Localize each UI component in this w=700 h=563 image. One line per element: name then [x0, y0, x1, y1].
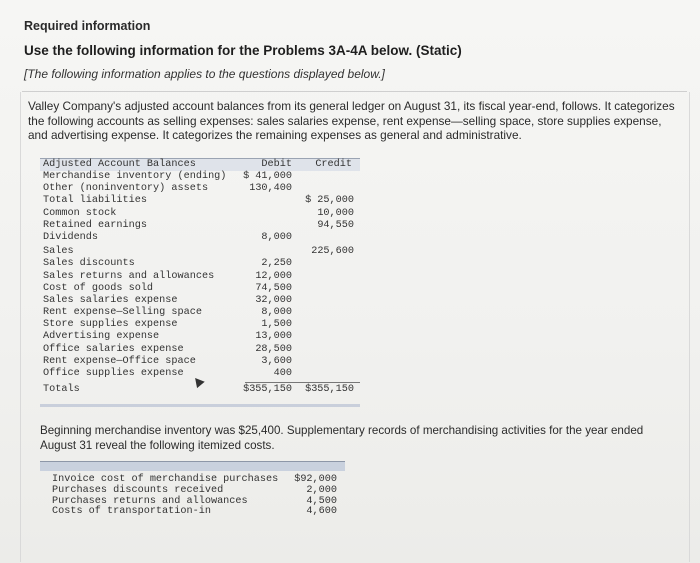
account-name: Sales returns and allowances	[43, 270, 215, 282]
credit-value: $ 25,000	[305, 195, 354, 207]
cost-value: 4,500	[306, 495, 337, 507]
costs-header-bar	[40, 461, 345, 471]
account-name: Office salaries expense	[43, 343, 184, 355]
cost-row	[40, 474, 345, 485]
cost-value: 4,600	[306, 506, 337, 518]
account-name: Total liabilities	[43, 195, 147, 207]
table-row	[40, 232, 360, 244]
table-row	[40, 195, 360, 207]
debit-value: 13,000	[255, 331, 292, 343]
intro-paragraph: Valley Company's adjusted account balances from its general ledger on August 31, its fiscal year-end, follows. It categorizes the following accounts as selling expenses: sales salaries expense, rent expense—selling space, store supplies expense, and advertising expense. It categorizes the remaining expenses as general and administrative.	[28, 99, 675, 142]
debit-value: 12,000	[255, 270, 292, 282]
table-row	[40, 183, 360, 195]
account-name: Store supplies expense	[43, 319, 178, 331]
totals-row	[40, 384, 360, 398]
account-name: Rent expense—Selling space	[43, 307, 202, 319]
cost-row	[40, 496, 345, 507]
account-name: Office supplies expense	[43, 368, 184, 379]
account-name: Advertising expense	[43, 331, 160, 343]
account-name: Merchandise inventory (ending)	[43, 171, 227, 182]
debit-value: 1,500	[261, 319, 292, 331]
debit-value: 2,250	[261, 258, 292, 270]
header-credit: Credit	[315, 159, 352, 170]
table-row	[40, 307, 360, 319]
supplementary-paragraph: Beginning merchandise inventory was $25,400. Supplementary records of merchandising activities for the year ended August 31 reveal the following itemized costs.	[40, 424, 644, 452]
applies-note: [The following information applies to the questions displayed below.]	[24, 67, 385, 81]
totals-label: Totals	[43, 384, 80, 396]
cost-label: Purchases returns and allowances	[52, 495, 248, 507]
costs-body	[40, 474, 345, 517]
totals-credit: $355,150	[305, 384, 354, 396]
credit-value: 94,550	[317, 219, 354, 231]
account-name: Retained earnings	[43, 219, 147, 231]
account-name: Cost of goods sold	[43, 282, 154, 294]
debit-value: 8,000	[261, 231, 292, 243]
cost-row	[40, 485, 345, 496]
header-account: Adjusted Account Balances	[43, 159, 196, 170]
cost-label: Invoice cost of merchandise purchases	[52, 474, 279, 485]
cost-value: $92,000	[294, 474, 337, 485]
header-debit: Debit	[261, 159, 292, 170]
table-row	[40, 331, 360, 343]
table-row	[40, 258, 360, 270]
table-row	[40, 319, 360, 331]
account-name: Dividends	[43, 231, 99, 243]
cost-row	[40, 506, 345, 517]
table-body	[40, 171, 360, 380]
cost-label: Purchases discounts received	[52, 484, 224, 496]
account-name: Other (noninventory) assets	[43, 183, 209, 195]
table-row	[40, 295, 360, 307]
debit-value: 32,000	[255, 294, 292, 306]
table-footer-bar	[40, 404, 360, 407]
credit-value: 10,000	[317, 207, 354, 219]
itemized-costs-table	[40, 461, 345, 517]
debit-value: 8,000	[261, 307, 292, 319]
account-name: Rent expense—Office space	[43, 355, 196, 367]
cost-value: 2,000	[306, 484, 337, 496]
table-row	[40, 220, 360, 232]
account-name: Sales discounts	[43, 258, 135, 270]
account-name: Sales salaries expense	[43, 294, 178, 306]
table-header	[40, 158, 360, 171]
debit-value: 400	[273, 368, 292, 379]
totals-debit: $355,150	[243, 384, 292, 396]
account-name: Sales	[43, 246, 74, 258]
debit-value: 3,600	[261, 355, 292, 367]
cost-label: Costs of transportation-in	[52, 506, 211, 518]
problem-title: Use the following information for the Problems 3A-4A below. (Static)	[24, 43, 462, 58]
table-row	[40, 344, 360, 356]
table-row	[40, 171, 360, 183]
account-name: Common stock	[43, 207, 117, 219]
debit-value: 74,500	[255, 282, 292, 294]
table-row	[40, 246, 360, 258]
table-row	[40, 208, 360, 220]
required-information-heading: Required information	[24, 19, 151, 33]
table-row	[40, 283, 360, 295]
table-row	[40, 271, 360, 283]
table-row	[40, 356, 360, 368]
debit-value: $ 41,000	[243, 171, 292, 182]
adjusted-balances-table	[40, 158, 360, 407]
debit-value: 28,500	[255, 343, 292, 355]
debit-value: 130,400	[249, 183, 292, 195]
credit-value: 225,600	[311, 246, 354, 258]
